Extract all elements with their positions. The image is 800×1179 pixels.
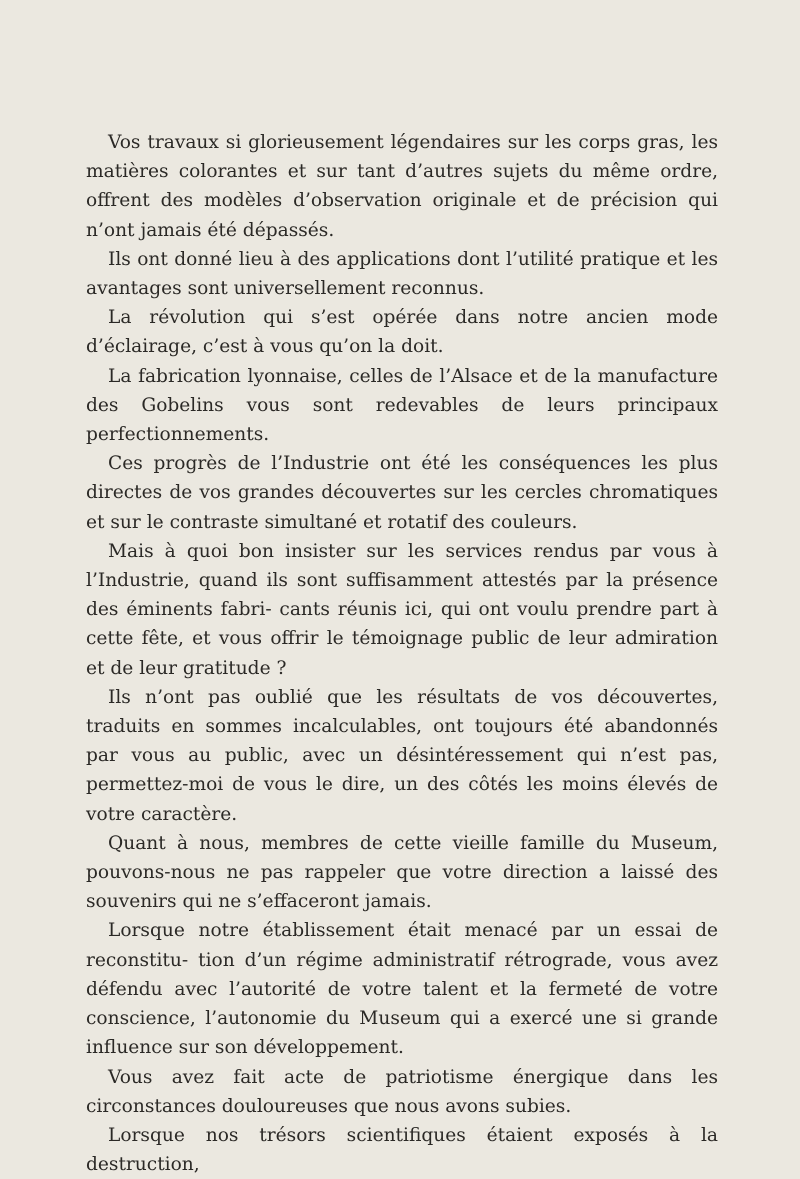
paragraph: Lorsque notre établissement était menacé par un essai de reconstitu- tion d’un régime administratif rétrograde, vous avez défendu avec l’autorité de votre talent et la fermeté de votre conscience, l’autonomie du Museum qui a exercé une si grande influence sur son développement. xyxy=(86,920,718,1059)
body-text xyxy=(86,128,718,1179)
paragraph: Vous avez fait acte de patriotisme énergique dans les circonstances douloureuses que nous avons subies. xyxy=(86,1066,718,1117)
paragraph: La fabrication lyonnaise, celles de l’Alsace et de la manufacture des Gobelins vous sont redevables de leurs principaux perfectionnements. xyxy=(86,365,718,446)
paragraph: Vos travaux si glorieusement légendaires sur les corps gras, les matières colorantes et sur tant d’autres sujets du même ordre, offrent des modèles d’observation originale et de précision qui n’ont jamais été dépassés. xyxy=(86,132,718,241)
paragraph: Lorsque nos trésors scientifiques étaient exposés à la destruction, xyxy=(86,1124,718,1176)
paragraph: Ils ont donné lieu à des applications dont l’utilité pratique et les avantages sont universellement reconnus. xyxy=(86,248,718,300)
paragraph: Ces progrès de l’Industrie ont été les conséquences les plus directes de vos grandes découvertes sur les cercles chromatiques et sur le contraste simultané et rotatif des couleurs. xyxy=(86,453,718,533)
paragraph: La révolution qui s’est opérée dans notre ancien mode d’éclairage, c’est à vous qu’on la doit. xyxy=(86,307,718,358)
paragraph: Quant à nous, membres de cette vieille famille du Museum, pouvons-nous ne pas rappeler que votre direction a laissé des souvenirs qui ne s’effaceront jamais. xyxy=(86,832,718,913)
paragraph: Ils n’ont pas oublié que les résultats de vos découvertes, traduits en sommes incalculables, ont toujours été abandonnés par vous au public, avec un désintéressement qui n’est pas, permettez-moi de vous le dire, un des côtés les moins élevés de votre caractère. xyxy=(86,686,718,825)
paragraph: Mais à quoi bon insister sur les services rendus par vous à l’Industrie, quand ils sont suffisamment attestés par la présence des éminents fabri- cants réunis ici, qui ont voulu prendre part à cette fête, et vous offrir le témoignage public de leur admiration et de leur gratitude ? xyxy=(86,540,718,679)
